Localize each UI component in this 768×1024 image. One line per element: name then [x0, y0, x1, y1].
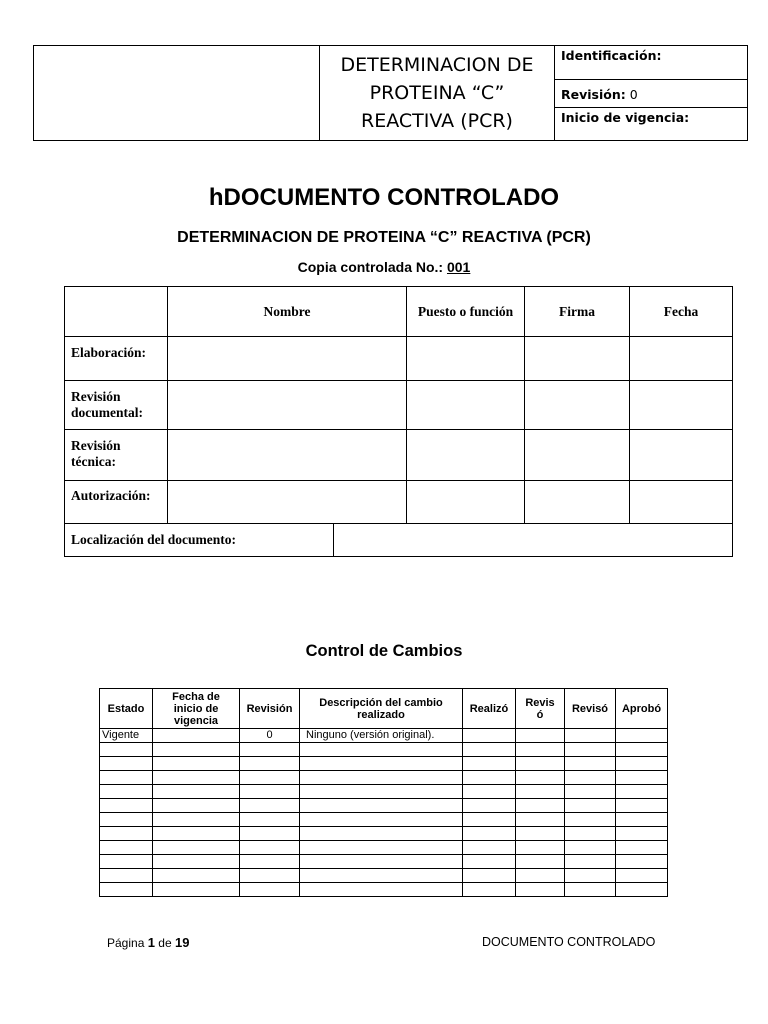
firma-cell	[525, 481, 630, 524]
fecha-cell	[153, 729, 240, 743]
reviso-cell	[565, 841, 616, 855]
reviso-cell	[565, 855, 616, 869]
header-line: inicio de	[173, 702, 219, 715]
header-line: Descripción del cambio	[319, 696, 443, 709]
reviso-cell	[565, 799, 616, 813]
realizo-cell	[463, 757, 516, 771]
fecha-cell	[153, 743, 240, 757]
changes-table	[99, 688, 668, 897]
reviso-cell	[516, 743, 565, 757]
page-number	[107, 935, 189, 950]
nombre-cell	[168, 337, 407, 381]
aprobo-cell	[616, 729, 668, 743]
table-row	[100, 855, 668, 869]
header-line: Revis	[525, 696, 555, 709]
descripcion-cell	[300, 785, 463, 799]
row-label-line: Autorización:	[71, 488, 151, 503]
descripcion-cell	[300, 799, 463, 813]
header-fecha-inicio	[153, 689, 240, 729]
reviso-cell	[565, 757, 616, 771]
page-of: de	[158, 936, 172, 950]
reviso-cell	[565, 771, 616, 785]
descripcion-cell	[300, 757, 463, 771]
fecha-cell	[153, 869, 240, 883]
fecha-cell	[153, 757, 240, 771]
fecha-cell	[153, 785, 240, 799]
realizo-cell	[463, 799, 516, 813]
identificacion-label: Identificación:	[561, 48, 662, 63]
estado-cell	[100, 757, 153, 771]
header-line: Aprobó	[621, 702, 662, 715]
estado-cell	[100, 841, 153, 855]
firma-cell	[525, 430, 630, 481]
aprobo-cell	[616, 841, 668, 855]
revision-cell	[240, 799, 300, 813]
fecha-cell	[153, 771, 240, 785]
fecha-cell	[630, 337, 733, 381]
reviso-cell	[516, 841, 565, 855]
puesto-cell	[407, 430, 525, 481]
descripcion-cell	[300, 743, 463, 757]
reviso-cell	[516, 813, 565, 827]
reviso-cell	[565, 743, 616, 757]
table-row	[100, 757, 668, 771]
row-label-line: documental:	[71, 405, 143, 420]
estado-cell	[100, 883, 153, 897]
table-row	[100, 883, 668, 897]
aprobo-cell	[616, 743, 668, 757]
header-firma: Firma	[525, 287, 630, 337]
row-label	[65, 381, 168, 430]
signature-row-elaboracion	[65, 337, 733, 381]
table-row	[100, 813, 668, 827]
estado-cell	[100, 869, 153, 883]
fecha-cell	[630, 430, 733, 481]
identificacion-cell	[555, 46, 748, 80]
estado-cell	[100, 799, 153, 813]
page-current: 1	[147, 935, 155, 950]
revision-cell	[240, 855, 300, 869]
realizo-cell	[463, 743, 516, 757]
aprobo-cell	[616, 799, 668, 813]
estado-cell	[100, 785, 153, 799]
revision-cell	[240, 743, 300, 757]
table-row	[100, 799, 668, 813]
header-nombre: Nombre	[168, 287, 407, 337]
revision-label: Revisión:	[561, 87, 626, 102]
estado-cell	[100, 743, 153, 757]
header-estado	[100, 689, 153, 729]
realizo-cell	[463, 841, 516, 855]
fecha-cell	[153, 855, 240, 869]
realizo-cell	[463, 883, 516, 897]
main-title: hDOCUMENTO CONTROLADO	[208, 184, 560, 211]
header-line: ó	[536, 708, 544, 721]
header-line: Revisión	[246, 702, 293, 715]
descripcion-cell	[300, 855, 463, 869]
row-label	[65, 337, 168, 381]
table-row	[100, 841, 668, 855]
descripcion-cell	[300, 883, 463, 897]
fecha-cell	[153, 827, 240, 841]
header-line: vigencia	[173, 714, 219, 727]
descripcion-cell	[300, 813, 463, 827]
descripcion-cell: Ninguno (versión original).	[300, 729, 463, 743]
changes-header-row	[100, 689, 668, 729]
sub-title: DETERMINACION DE PROTEINA “C” REACTIVA (PCR)	[177, 229, 591, 246]
header-descripcion	[300, 689, 463, 729]
estado-cell	[100, 771, 153, 785]
reviso-cell	[565, 729, 616, 743]
header-title-line: PROTEINA “C”	[369, 82, 505, 104]
firma-cell	[525, 381, 630, 430]
table-row	[100, 743, 668, 757]
inicio-vigencia-label: Inicio de vigencia:	[561, 109, 690, 125]
row-label-line: Revisión	[71, 389, 121, 404]
location-cell	[65, 524, 733, 557]
header-line: Realizó	[469, 702, 509, 715]
header-fecha: Fecha	[630, 287, 733, 337]
location-row	[65, 524, 733, 557]
realizo-cell	[463, 729, 516, 743]
realizo-cell	[463, 771, 516, 785]
reviso-cell	[516, 869, 565, 883]
fecha-cell	[153, 841, 240, 855]
reviso-cell	[565, 785, 616, 799]
estado-cell: Vigente	[100, 729, 153, 743]
aprobo-cell	[616, 771, 668, 785]
copy-number-line	[0, 259, 768, 275]
realizo-cell	[463, 785, 516, 799]
footer-controlled-label: DOCUMENTO CONTROLADO	[482, 935, 656, 949]
header-line: realizado	[357, 708, 405, 721]
header-title	[320, 46, 555, 141]
revision-cell	[240, 785, 300, 799]
fecha-cell	[630, 381, 733, 430]
header-realizo	[463, 689, 516, 729]
realizo-cell	[463, 869, 516, 883]
fecha-cell	[153, 799, 240, 813]
realizo-cell	[463, 813, 516, 827]
revision-cell	[240, 771, 300, 785]
table-row	[100, 729, 668, 743]
table-row	[100, 771, 668, 785]
fecha-cell	[153, 883, 240, 897]
row-label	[65, 481, 168, 524]
header-aprobo	[616, 689, 668, 729]
header-title-line: REACTIVA (PCR)	[361, 110, 513, 132]
table-row	[100, 827, 668, 841]
revision-cell	[240, 869, 300, 883]
aprobo-cell	[616, 869, 668, 883]
revision-cell	[240, 827, 300, 841]
header-line: Revisó	[571, 702, 609, 715]
reviso-cell	[516, 799, 565, 813]
aprobo-cell	[616, 757, 668, 771]
signature-row-autorizacion	[65, 481, 733, 524]
row-label-line: Elaboración:	[71, 345, 147, 360]
copy-number: 001	[446, 259, 471, 275]
descripcion-cell	[300, 869, 463, 883]
header-puesto: Puesto o función	[407, 287, 525, 337]
fecha-cell	[153, 813, 240, 827]
row-label-line: técnica:	[71, 454, 116, 469]
revision-value: 0	[629, 87, 638, 102]
puesto-cell	[407, 381, 525, 430]
aprobo-cell	[616, 883, 668, 897]
realizo-cell	[463, 855, 516, 869]
firma-cell	[525, 337, 630, 381]
changes-title: Control de Cambios	[305, 642, 463, 660]
puesto-cell	[407, 337, 525, 381]
signature-row-revision-documental	[65, 381, 733, 430]
revision-cell: 0	[240, 729, 300, 743]
estado-cell	[100, 813, 153, 827]
aprobo-cell	[616, 785, 668, 799]
logo-area	[34, 46, 320, 141]
reviso-cell	[516, 827, 565, 841]
header-reviso-1	[516, 689, 565, 729]
document-header	[33, 45, 748, 141]
signature-row-revision-tecnica	[65, 430, 733, 481]
reviso-cell	[516, 785, 565, 799]
header-line: Fecha de	[172, 690, 220, 703]
inicio-vigencia-cell	[555, 107, 748, 140]
revision-cell	[240, 883, 300, 897]
aprobo-cell	[616, 855, 668, 869]
copy-label: Copia controlada No.:	[297, 259, 444, 275]
nombre-cell	[168, 481, 407, 524]
nombre-cell	[168, 430, 407, 481]
location-value	[334, 524, 732, 556]
table-row	[100, 869, 668, 883]
reviso-cell	[565, 869, 616, 883]
changes-body	[100, 729, 668, 897]
row-label	[65, 430, 168, 481]
reviso-cell	[516, 729, 565, 743]
reviso-cell	[516, 855, 565, 869]
reviso-cell	[565, 883, 616, 897]
location-label: Localización del documento:	[65, 524, 334, 556]
estado-cell	[100, 855, 153, 869]
revision-cell	[240, 813, 300, 827]
aprobo-cell	[616, 813, 668, 827]
reviso-cell	[516, 883, 565, 897]
header-reviso-2	[565, 689, 616, 729]
estado-cell	[100, 827, 153, 841]
reviso-cell	[565, 827, 616, 841]
table-row	[100, 785, 668, 799]
reviso-cell	[516, 757, 565, 771]
header-revision	[240, 689, 300, 729]
signatures-table	[64, 286, 733, 557]
descripcion-cell	[300, 841, 463, 855]
puesto-cell	[407, 481, 525, 524]
descripcion-cell	[300, 827, 463, 841]
reviso-cell	[516, 771, 565, 785]
header-line: Estado	[107, 702, 145, 715]
descripcion-cell	[300, 771, 463, 785]
fecha-cell	[630, 481, 733, 524]
row-label-line: Revisión	[71, 438, 121, 453]
aprobo-cell	[616, 827, 668, 841]
revision-cell	[240, 757, 300, 771]
nombre-cell	[168, 381, 407, 430]
revision-cell	[555, 80, 748, 107]
realizo-cell	[463, 827, 516, 841]
header-title-line: DETERMINACION DE	[340, 54, 534, 76]
revision-cell	[240, 841, 300, 855]
reviso-cell	[565, 813, 616, 827]
page-prefix: Página	[107, 936, 145, 950]
signatures-corner-cell	[65, 287, 168, 337]
page-total: 19	[175, 935, 190, 950]
